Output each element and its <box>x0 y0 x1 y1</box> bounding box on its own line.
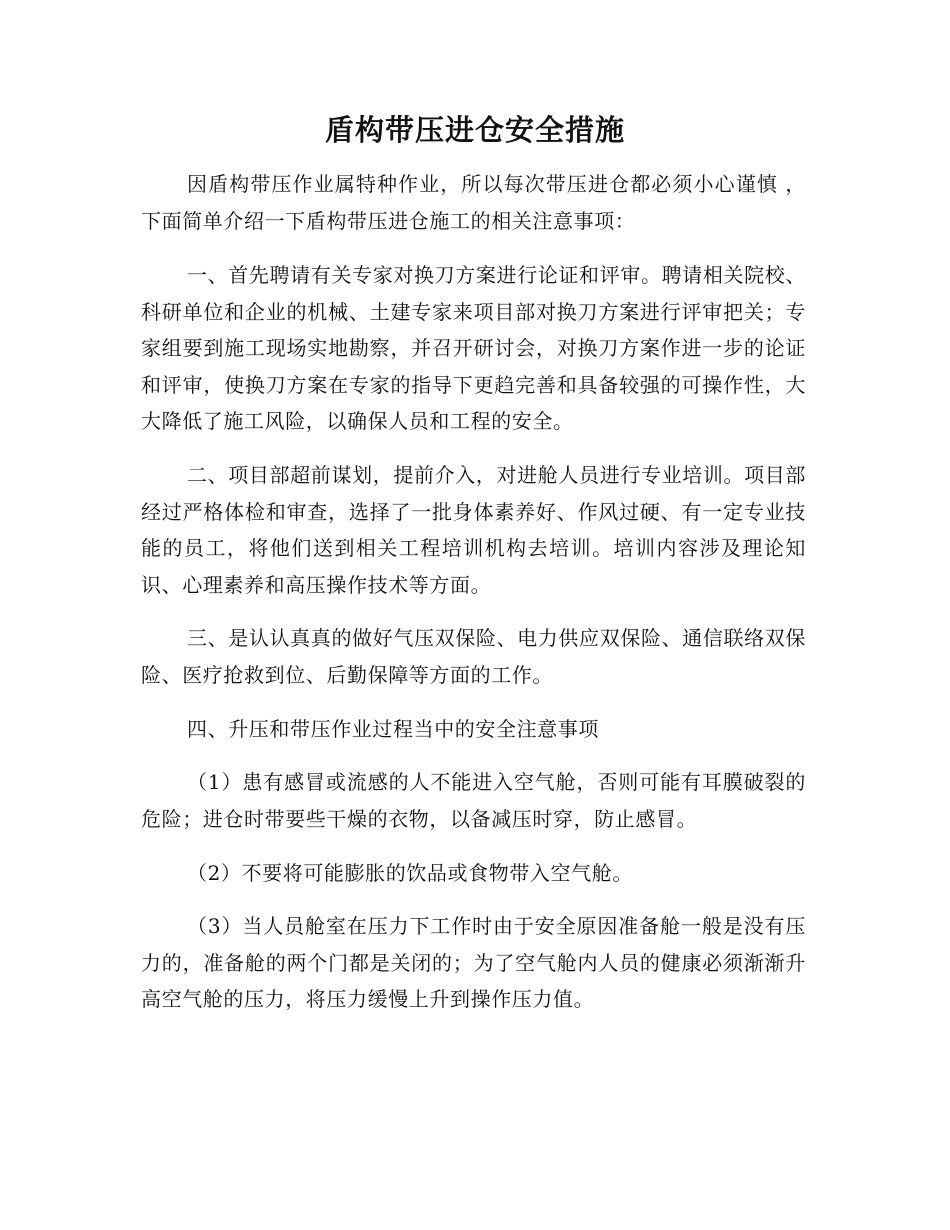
section-2-paragraph: 二、项目部超前谋划，提前介入，对进舱人员进行专业培训。项目部经过严格体检和审查，选择了一批身体素养好、作风过硬、有一定专业技能的员工，将他们送到相关工程培训机构去培训。培训内容涉及理论知识、心理素养和高压操作技术等方面。 <box>141 463 806 597</box>
item-1-paragraph: （1）患有感冒或流感的人不能进入空气舱，否则可能有耳膜破裂的危险；进仓时带要些干燥的衣物，以备减压时穿，防止感冒。 <box>141 770 806 831</box>
section-4-heading: 四、升压和带压作业过程当中的安全注意事项 <box>187 717 599 741</box>
section-1-paragraph: 一、首先聘请有关专家对换刀方案进行论证和评审。聘请相关院校、科研单位和企业的机械、土建专家来项目部对换刀方案进行评审把关；专家组要到施工现场实地勘察，并召开研讨会，对换刀方案作进一步的论证和评审，使换刀方案在专家的指导下更趋完善和具备较强的可操作性，大大降低了施工风险，以确保人员和工程的安全。 <box>141 263 806 433</box>
item-2-paragraph: （2）不要将可能膨胀的饮品或食物带入空气舱。 <box>187 861 633 885</box>
section-3-paragraph: 三、是认认真真的做好气压双保险、电力供应双保险、通信联络双保险、医疗抢救到位、后勤保障等方面的工作。 <box>141 626 806 687</box>
item-3-paragraph: （3）当人员舱室在压力下工作时由于安全原因准备舱一般是没有压力的，准备舱的两个门都是关闭的；为了空气舱内人员的健康必须渐渐升高空气舱的压力，将压力缓慢上升到操作压力值。 <box>141 914 806 1011</box>
intro-paragraph: 因盾构带压作业属特种作业，所以每次带压进仓都必须小心谨慎 ，下面简单介绍一下盾构带压进仓施工的相关注意事项： <box>141 172 806 233</box>
document-title: 盾构带压进仓安全措施 <box>324 113 625 147</box>
